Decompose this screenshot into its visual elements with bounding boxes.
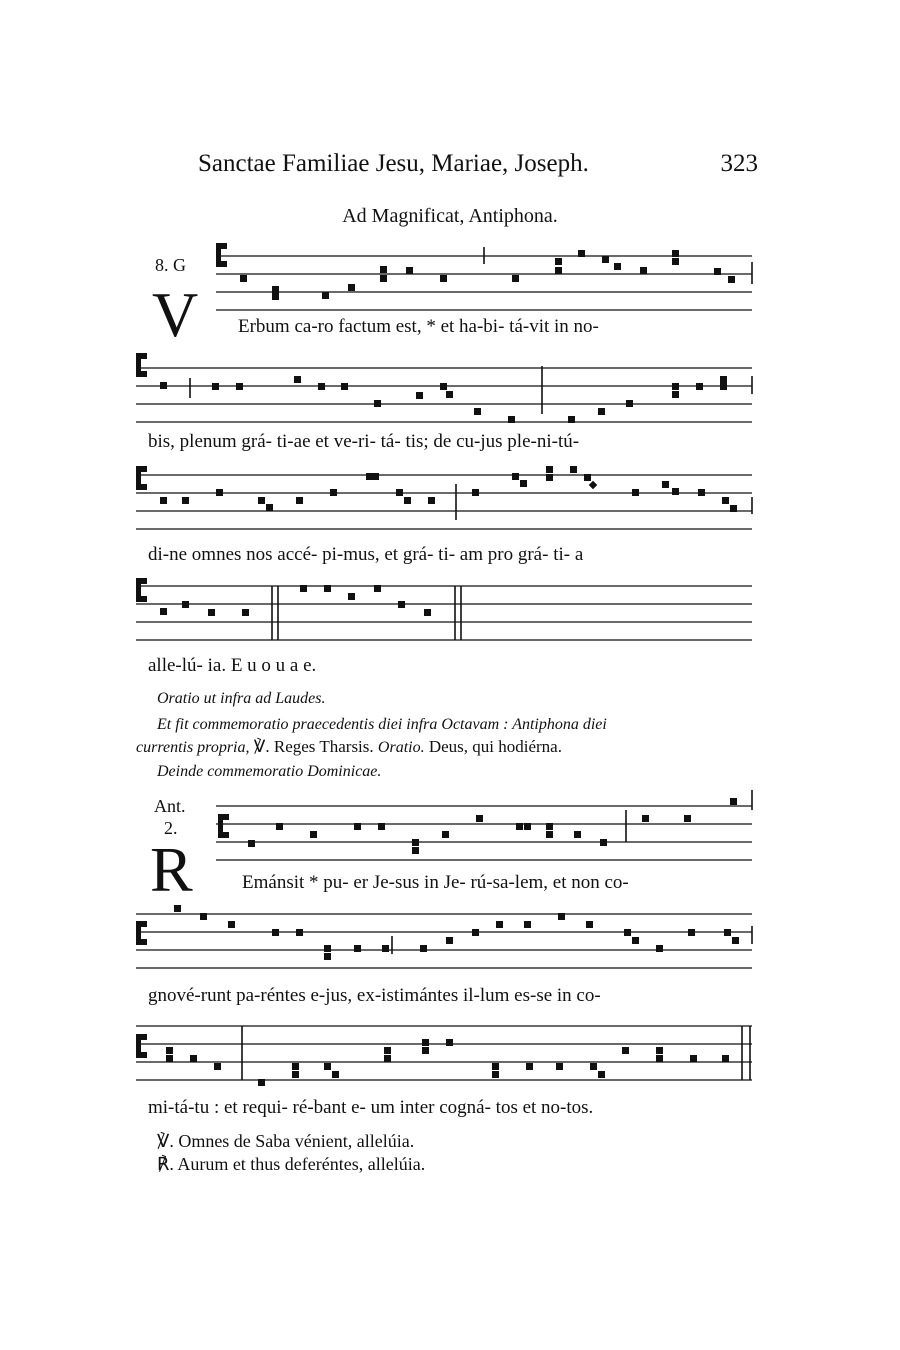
- initial-letter: R: [150, 834, 193, 905]
- rubric-oratio: Oratio ut infra ad Laudes.: [157, 690, 326, 707]
- clef-glyphs: [136, 243, 229, 1058]
- oratio-label: Oratio.: [377, 739, 425, 756]
- versicle: ℣. Omnes de Saba vénient, allelúia.: [157, 1131, 415, 1151]
- lyric-line: alle-lú- ia. E u o u a e.: [148, 655, 317, 676]
- antiphon-number: 2.: [164, 818, 178, 838]
- rubric-commemoratio: Et fit commemoratio praecedentis diei infra Octavam : Antiphona diei: [157, 716, 607, 733]
- versicle-text: ℣. Reges Tharsis.: [249, 737, 378, 756]
- response: ℟. Aurum et thus deferéntes, allelúia.: [157, 1154, 426, 1174]
- antiphon-label: Ant.: [154, 796, 186, 816]
- lyric-line: Erbum ca-ro factum est, * et ha-bi- tá-vit in no-: [238, 316, 599, 337]
- mode-label: 8. G: [155, 255, 186, 275]
- rubric-commemoratio-cont: [136, 737, 562, 757]
- lyric-line: Emánsit * pu- er Je-sus in Je- rú-sa-lem, et non co-: [242, 872, 629, 893]
- initial-letter: V: [152, 279, 199, 350]
- rubric-dominica: Deinde commemoratio Dominicae.: [157, 763, 382, 780]
- antiphon-heading: Ad Magnificat, Antiphona.: [342, 205, 558, 227]
- lyric-line: di-ne omnes nos accé- pi-mus, et grá- ti- am pro grá- ti- a: [148, 544, 584, 565]
- lyric-line: gnové-runt pa-réntes e-jus, ex-istimántes il-lum es-se in co-: [148, 985, 601, 1006]
- page-title: Sanctae Familiae Jesu, Mariae, Joseph.: [198, 150, 589, 177]
- lyric-line: bis, plenum grá- ti-ae et ve-ri- tá- tis; de cu-jus ple-ni-tú-: [148, 431, 580, 452]
- page-number: 323: [720, 150, 758, 177]
- rubric-italic: currentis propria,: [136, 739, 250, 756]
- oratio-text: Deus, qui hodiérna.: [424, 737, 562, 756]
- lyric-line: mi-tá-tu : et requi- ré-bant e- um inter cogná- tos et no-tos.: [148, 1097, 594, 1118]
